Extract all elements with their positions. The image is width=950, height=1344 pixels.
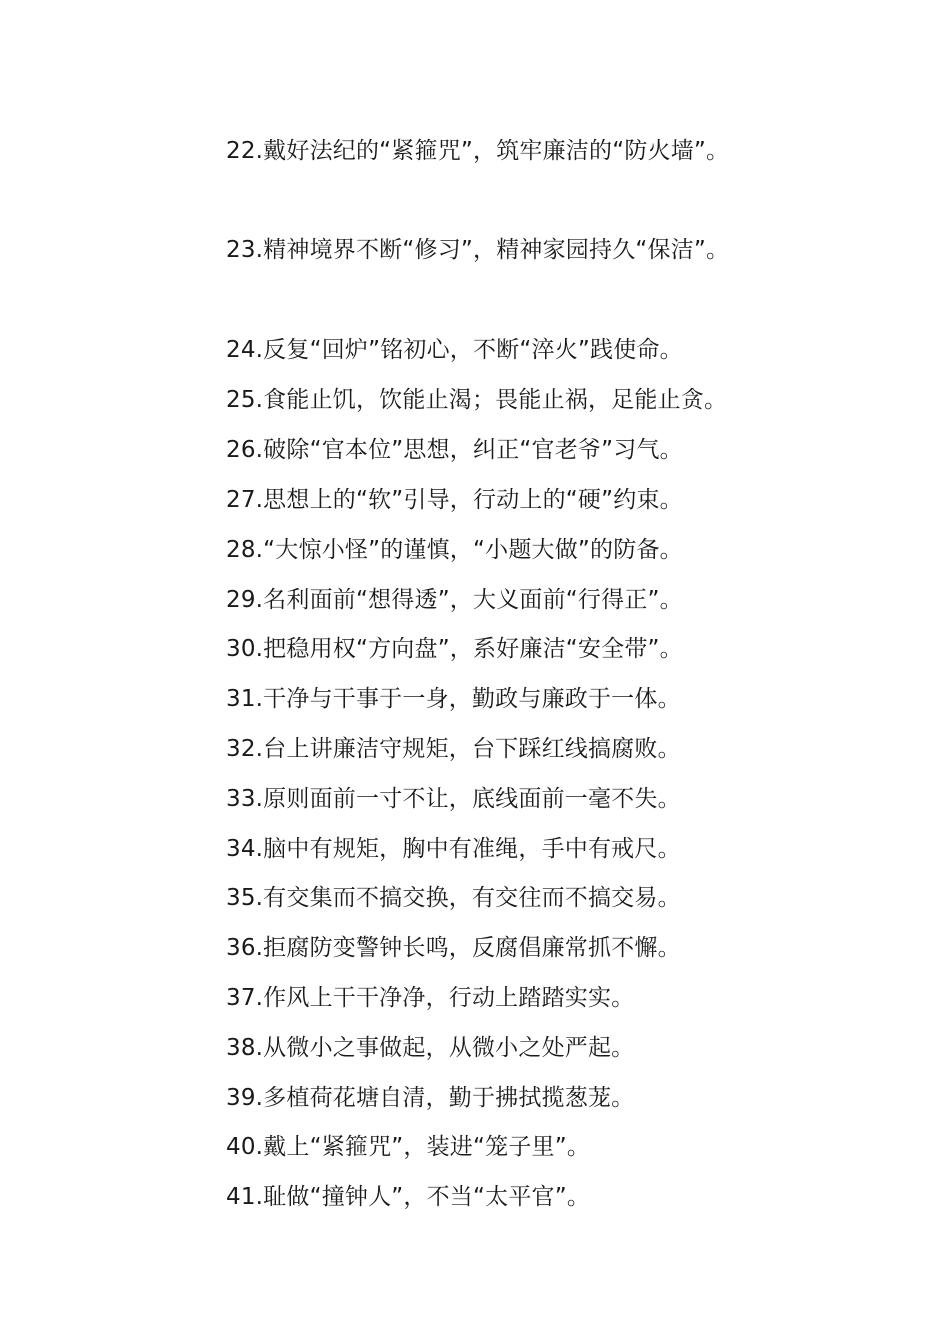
slogan-line-36: 36.拒腐防变警钟长鸣，反腐倡廉常抓不懈。 — [226, 935, 681, 961]
slogan-line-34: 34.脑中有规矩，胸中有准绳，手中有戒尺。 — [226, 836, 681, 862]
slogan-line-40: 40.戴上“紧箍咒”，装进“笼子里”。 — [226, 1134, 591, 1160]
slogan-line-28: 28.“大惊小怪”的谨慎，“小题大做”的防备。 — [226, 537, 683, 563]
slogan-line-26: 26.破除“官本位”思想，纠正“官老爷”习气。 — [226, 437, 683, 463]
slogan-line-27: 27.思想上的“软”引导，行动上的“硬”约束。 — [226, 487, 683, 513]
slogan-line-38: 38.从微小之事做起，从微小之处严起。 — [226, 1035, 635, 1061]
slogan-line-37: 37.作风上干干净净，行动上踏踏实实。 — [226, 985, 635, 1011]
slogan-line-32: 32.台上讲廉洁守规矩，台下踩红线搞腐败。 — [226, 736, 681, 762]
slogan-line-31: 31.干净与干事于一身，勤政与廉政于一体。 — [226, 686, 681, 712]
slogan-line-22: 22.戴好法纪的“紧箍咒”，筑牢廉洁的“防火墙”。 — [226, 138, 730, 164]
slogan-line-29: 29.名利面前“想得透”，大义面前“行得正”。 — [226, 587, 683, 613]
slogan-line-24: 24.反复“回炉”铭初心，不断“淬火”践使命。 — [226, 337, 683, 363]
slogan-line-35: 35.有交集而不搞交换，有交往而不搞交易。 — [226, 885, 681, 911]
slogan-line-41: 41.耻做“撞钟人”，不当“太平官”。 — [226, 1184, 591, 1210]
slogan-line-30: 30.把稳用权“方向盘”，系好廉洁“安全带”。 — [226, 636, 683, 662]
slogan-line-25: 25.食能止饥，饮能止渴；畏能止祸，足能止贪。 — [226, 387, 728, 413]
slogan-line-39: 39.多植荷花塘自清，勤于拂拭揽葱茏。 — [226, 1085, 635, 1111]
slogan-line-23: 23.精神境界不断“修习”，精神家园持久“保洁”。 — [226, 237, 730, 263]
slogan-line-33: 33.原则面前一寸不让，底线面前一毫不失。 — [226, 786, 681, 812]
